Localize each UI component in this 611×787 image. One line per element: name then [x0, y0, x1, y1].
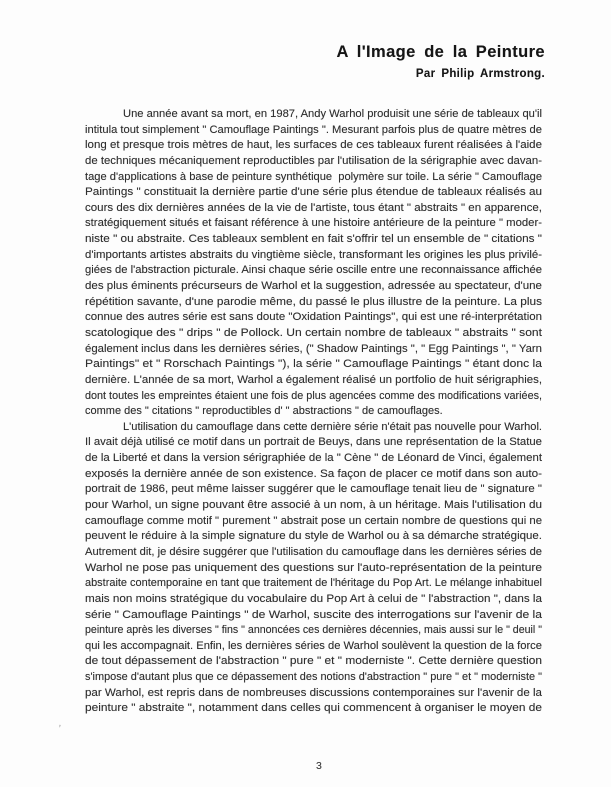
- text-line: par Warhol, est repris dans de nombreuses discussions contemporaines sur l'avenir de la: [85, 686, 543, 699]
- text-line: exposés la dernière année de son existence. Sa façon de placer ce motif dans son auto-: [85, 467, 543, 480]
- text-line: L'utilisation du camouflage dans cette dernière série n'était pas nouvelle pour Warhol.: [123, 420, 543, 433]
- text-line: dernière. L'année de sa mort, Warhol a également réalisé un portfolio de huit sérigraphies,: [85, 373, 543, 386]
- text-line: d'importants artistes abstraits du vingtième siècle, transformant les origines les plus privilé-: [85, 248, 542, 261]
- text-line: qui les accompagnait. Enfin, les dernières séries de Warhol soulèvent la question de la force: [85, 639, 542, 652]
- paragraph: [85, 420, 542, 717]
- text-line: abstraite contemporaine en tant que traitement de l'héritage du Pop Art. Le mélange inhabituel: [85, 577, 542, 590]
- article-title: A l'Image de la Peinture: [336, 43, 545, 61]
- article-header: [337, 43, 545, 81]
- text-line: également inclus dans les dernières séries, (" Shadow Paintings ", " Egg Paintings ", " Yarn: [85, 342, 542, 355]
- text-line: stratégiquement situés et faisant référence à une histoire antérieure de la peinture " moder-: [85, 217, 543, 230]
- text-line: s'impose d'autant plus que ce dépassement des notions d'abstraction " pure " et " moderniste ": [85, 671, 542, 684]
- article-body: [85, 107, 542, 717]
- text-line: peinture après les diverses " fins " annoncées ces dernières décennies, mais aussi sur le " deuil ": [85, 624, 542, 637]
- text-line: Il avait déjà utilisé ce motif dans un portrait de Beuys, dans une représentation de la Statue: [85, 436, 542, 449]
- text-line: de tout dépassement de l'abstraction " pure " et " moderniste ". Cette dernière question: [85, 655, 543, 668]
- text-line: peuvent le réduire à la simple signature du style de Warhol ou à sa démarche stratégique.: [85, 530, 543, 543]
- text-line: dont toutes les empreintes étaient une fois de plus agencées comme des modifications variées,: [85, 389, 543, 402]
- page-number: 3: [316, 760, 322, 772]
- text-line: des plus éminents précurseurs de Warhol et la suggestion, adressée au spectateur, d'une: [85, 280, 542, 293]
- text-line: scatologique des " drips " de Pollock. Un certain nombre de tableaux " abstraits " sont: [85, 326, 542, 339]
- text-line: cours des dix dernières années de la vie de l'artiste, tous étant " abstraits " en apparence,: [85, 201, 542, 214]
- text-line: tage d'applications à base de peinture synthétique polymère sur toile. La série " Camouflage: [85, 170, 543, 183]
- article-byline: Par Philip Armstrong.: [415, 68, 545, 80]
- text-line: de la Liberté et dans la version sérigraphiée de la " Cène " de Léonard de Vinci, également: [85, 452, 542, 465]
- text-line: série " Camouflage Paintings " de Warhol, suscite des interrogations sur l'avenir de la: [85, 608, 542, 621]
- text-line: de techniques mécaniquement reproductibles par l'utilisation de la sérigraphie avec davan-: [85, 154, 543, 167]
- text-line: Paintings" et " Rorschach Paintings "), la série " Camouflage Paintings " étant donc la: [85, 358, 542, 371]
- text-line: camouflage comme motif " purement " abstrait pose un certain nombre de questions qui ne: [85, 514, 543, 527]
- text-line: long et presque trois mètres de haut, les surfaces de ces tableaux furent réalisées à l'aide: [85, 139, 542, 152]
- text-line: comme des " citations " reproductibles d' " abstractions " de camouflages.: [85, 405, 443, 418]
- text-line: répétition savante, d'une parodie même, du passé le plus illustre de la peinture. La plus: [85, 295, 542, 308]
- text-line: giées de l'abstraction picturale. Ainsi chaque série oscille entre une reconnaissance affichée: [85, 264, 542, 277]
- text-line: Paintings " constituait la dernière partie d'une série plus étendue de tableaux réalisés au: [85, 186, 542, 199]
- text-line: intitula tout simplement " Camouflage Paintings ". Mesurant parfois plus de quatre mètres de: [85, 123, 542, 136]
- text-line: niste " ou abstraite. Ces tableaux semblent en fait s'offrir tel un ensemble de " citations ": [85, 233, 542, 246]
- text-line: Autrement dit, je désire suggérer que l'utilisation du camouflage dans les dernières séries de: [85, 545, 543, 558]
- text-line: connue des autres série est sans doute "Oxidation Paintings", qui est une ré-interprétation: [85, 311, 543, 324]
- text-line: portrait de 1986, peut même laisser suggérer que le camouflage tenait lieu de " signature ": [85, 483, 542, 496]
- text-line: Une année avant sa mort, en 1987, Andy Warhol produisit une série de tableaux qu'il: [123, 108, 542, 120]
- scan-artifact-mark: ,: [57, 717, 63, 730]
- text-line: pour Warhol, un signe pouvant être associé à un nom, à un héritage. Mais l'utilisation du: [85, 499, 543, 512]
- text-line: mais non moins stratégique du vocabulaire du Pop Art à celui de " l'abstraction ", dans la: [85, 592, 543, 605]
- paragraph: [85, 107, 542, 420]
- text-line: Warhol ne pose pas uniquement des questions sur l'auto-représentation de la peinture: [85, 561, 543, 574]
- text-line: peinture " abstraite ", notamment dans celles qui commencent à organiser le moyen de: [85, 702, 542, 715]
